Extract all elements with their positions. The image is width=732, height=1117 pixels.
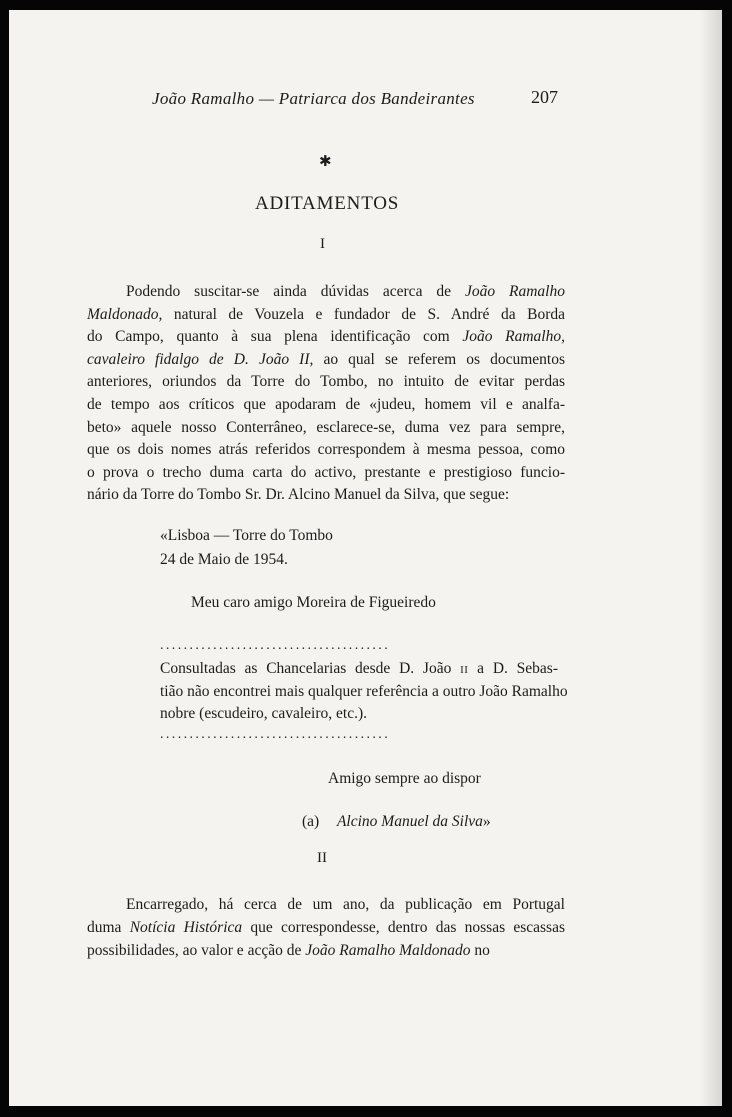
letter-place: «Lisboa — Torre do Tombo bbox=[160, 527, 333, 544]
text-run: que correspondesse, dentro das nossas escassas bbox=[242, 919, 566, 936]
text-line bbox=[160, 660, 558, 678]
text-run: Consultadas as Chancelarias desde D. João bbox=[160, 660, 461, 677]
text-run: natural de Vouzela e fundador de S. André da Borda bbox=[162, 305, 565, 323]
text-line bbox=[87, 419, 565, 437]
section-numeral-1: I bbox=[320, 236, 325, 252]
text-run: a D. Sebas- bbox=[468, 660, 558, 677]
text-line bbox=[126, 283, 565, 301]
text-run: II bbox=[460, 664, 469, 676]
text-line bbox=[87, 396, 565, 414]
text-run: nobre (escudeiro, cavaleiro, etc.). bbox=[160, 705, 367, 722]
text-run: João Ramalho Maldonado bbox=[305, 942, 471, 959]
text-run: Encarregado, há cerca de um ano, da publicação em Portugal bbox=[126, 896, 565, 913]
book-page bbox=[9, 10, 722, 1106]
text-line bbox=[160, 682, 568, 701]
text-line bbox=[87, 373, 565, 391]
text-line bbox=[87, 464, 565, 482]
signature: Alcino Manuel da Silva bbox=[336, 813, 483, 830]
text-run: anteriores, oriundos da Torre do Tombo, no intuito de evitar perdas bbox=[87, 373, 565, 391]
signature-close-quote: » bbox=[482, 813, 491, 830]
text-run: que os dois nomes atrás referidos correspondem à mesma pessoa, como bbox=[87, 441, 565, 459]
text-run: Notícia Histórica bbox=[129, 919, 243, 936]
text-run: possibilidades, ao valor e acção de bbox=[87, 942, 306, 959]
text-line bbox=[87, 351, 565, 369]
text-line bbox=[126, 896, 565, 914]
letter-date: 24 de Maio de 1954. bbox=[160, 551, 288, 568]
text-run: beto» aquele nosso Conterrâneo, esclarece-se, duma vez para sempre, bbox=[87, 418, 565, 436]
text-run: ao qual se referem os documentos bbox=[313, 350, 565, 368]
text-run: duma bbox=[87, 919, 130, 936]
text-line bbox=[87, 306, 565, 324]
signed-prefix: (a) bbox=[302, 813, 320, 830]
text-line bbox=[87, 441, 565, 459]
text-run: João Ramalho, bbox=[462, 328, 565, 346]
text-line bbox=[87, 942, 565, 960]
text-run: no bbox=[470, 942, 490, 959]
ellipsis-line: ....................................... bbox=[160, 727, 391, 742]
text-line bbox=[160, 705, 558, 723]
section-numeral-2: II bbox=[317, 850, 327, 866]
page-number: 207 bbox=[531, 87, 558, 107]
page-edge-shadow bbox=[700, 10, 722, 1106]
text-line bbox=[87, 328, 565, 346]
text-run: o prova o trecho duma carta do activo, prestante e prestigioso funcio- bbox=[87, 463, 565, 481]
section-title: ADITAMENTOS bbox=[255, 193, 400, 214]
text-run: Maldonado, bbox=[87, 305, 163, 323]
text-line bbox=[87, 919, 565, 937]
text-run: cavaleiro fidalgo de D. João II, bbox=[87, 350, 314, 368]
text-run: Podendo suscitar-se ainda dúvidas acerca de bbox=[126, 283, 465, 300]
text-run: tião não encontrei mais qualquer referência a outro João Ramalho bbox=[160, 682, 568, 700]
letter-signature-line bbox=[302, 813, 491, 831]
text-run: João Ramalho bbox=[464, 283, 565, 300]
running-title: João Ramalho — Patriarca dos Bandeirantes bbox=[152, 89, 475, 108]
text-run: do Campo, quanto à sua plena identificação com bbox=[87, 328, 463, 346]
text-line bbox=[87, 486, 565, 504]
asterisk-ornament-icon: ✱ bbox=[319, 154, 332, 170]
text-run: de tempo aos críticos que apodaram de «judeu, homem vil e analfa- bbox=[87, 396, 565, 413]
letter-closing: Amigo sempre ao dispor bbox=[328, 770, 481, 787]
text-run: nário da Torre do Tombo Sr. Dr. Alcino Manuel da Silva, que segue: bbox=[87, 486, 510, 504]
letter-salutation: Meu caro amigo Moreira de Figueiredo bbox=[191, 594, 436, 611]
ellipsis-line: ....................................... bbox=[160, 638, 391, 653]
